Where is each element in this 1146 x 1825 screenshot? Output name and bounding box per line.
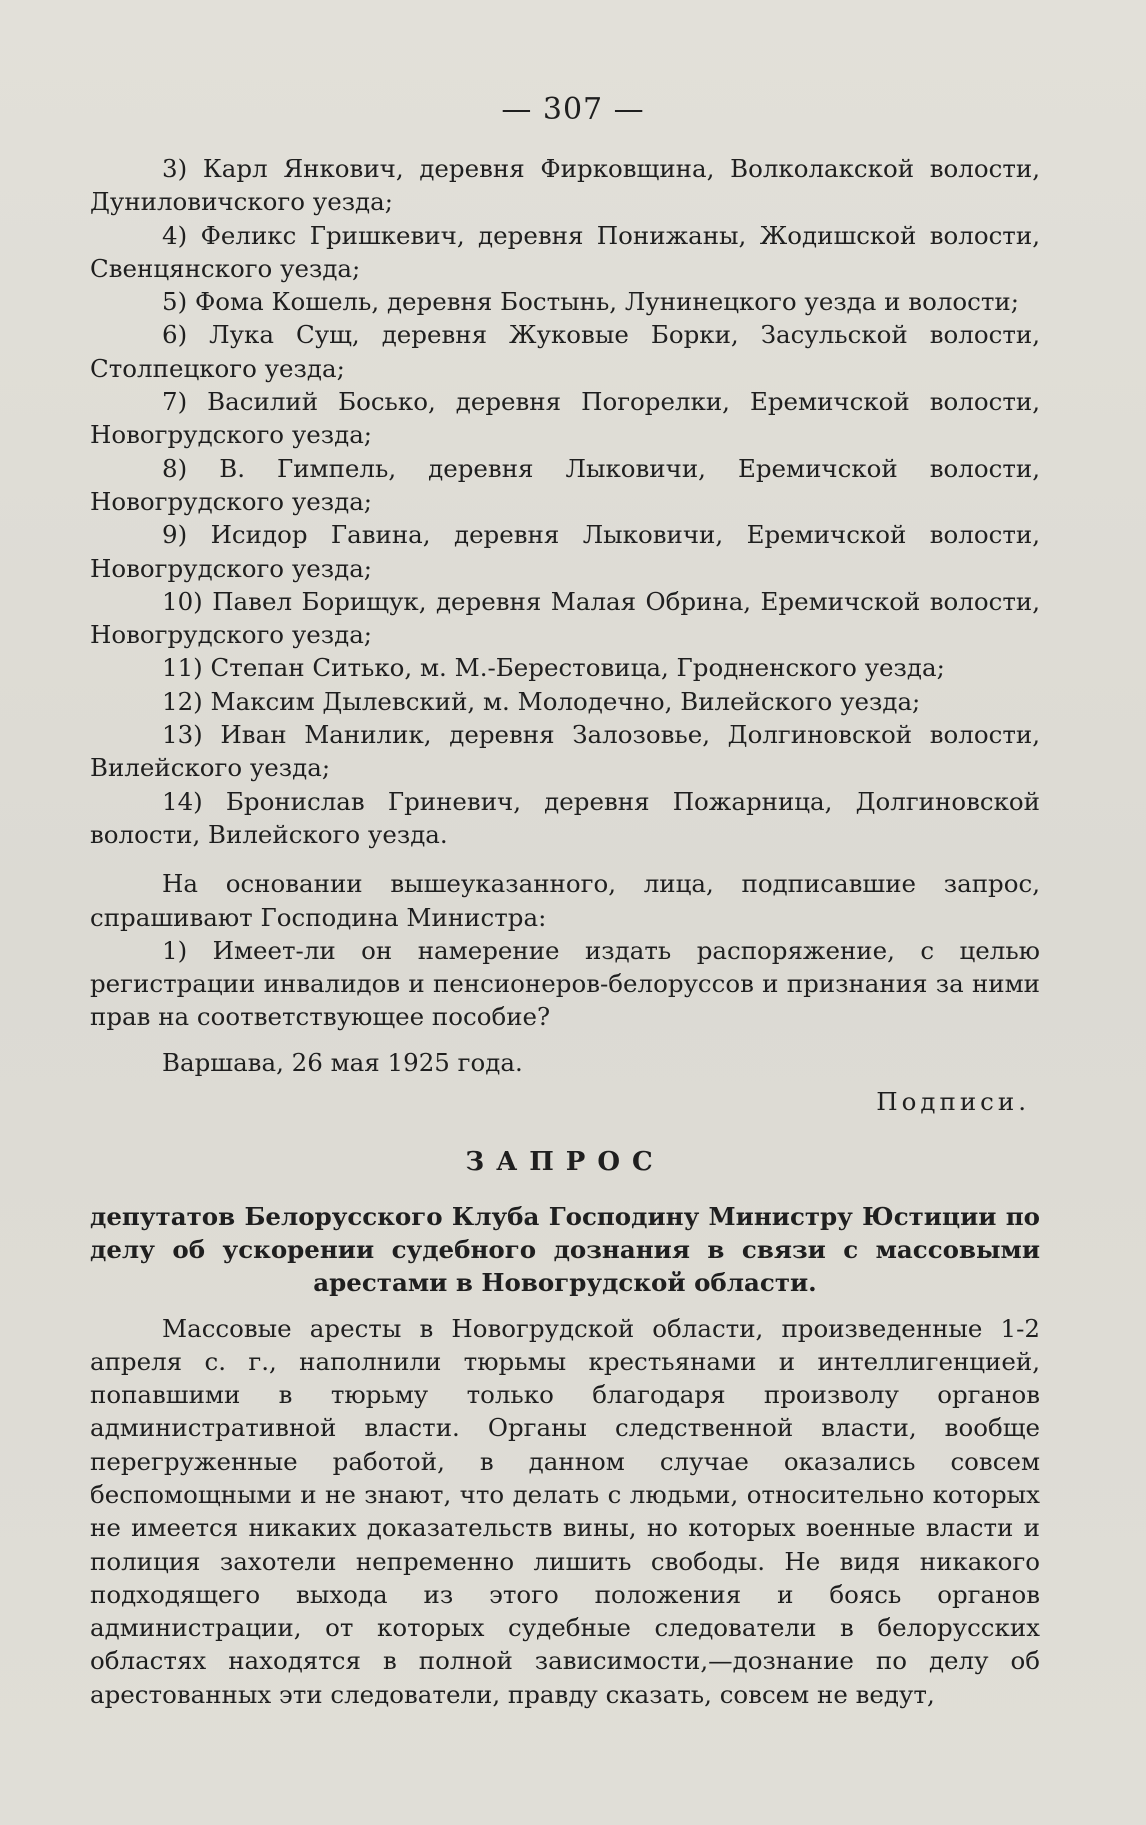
signatures-label: Подписи. xyxy=(876,1087,1030,1117)
list-item: 4) Феликс Гришкевич, деревня Понижаны, Жодишской волости, Свенцянского уезда; xyxy=(90,220,1040,283)
page-number: — 307 — xyxy=(501,92,645,127)
page-content xyxy=(90,152,1040,1711)
list-item: 11) Степан Ситько, м. М.-Берестовица, Гродненского уезда; xyxy=(162,653,945,683)
section-subheading: депутатов Белорусского Клуба Господину Министру Юстиции по делу об ускорении судебного дознания в связи с массовыми арестами в Новогрудской области. xyxy=(90,1201,1040,1298)
body-paragraph: Массовые аресты в Новогрудской области, произведенные 1-2 апреля с. г., наполнили тюрьмы крестьянами и интеллигенцией, попавшими в тюрьму только благодаря произволу органов административной власти. Органы следственной власти, вообще перегруженные работой, в данном случае оказались совсем беспомощными и не знают, что делать с людьми, относительно которых не имеется никаких доказательств вины, но которых военные власти и полиция захотели непременно лишить свободы. Не видя никакого подходящего выхода из этого положения и боясь органов администрации, от которых судебные следователи в белорусских областях находятся в полной зависимости,—дознание по делу об арестованных эти следователи, правду сказать, совсем не ведут, xyxy=(90,1313,1040,1709)
list-item: 8) В. Гимпель, деревня Лыковичи, Еремичской волости, Новогрудского уезда; xyxy=(90,453,1040,516)
arrested-list xyxy=(90,152,1040,851)
list-item: 9) Исидор Гавина, деревня Лыковичи, Еремичской волости, Новогрудского уезда; xyxy=(90,520,1040,583)
list-item: 13) Иван Манилик, деревня Залозовье, Долгиновской волости, Вилейского уезда; xyxy=(90,720,1040,783)
section-heading: ЗАПРОС xyxy=(465,1147,665,1178)
list-item: 5) Фома Кошель, деревня Бостынь, Лунинецкого уезда и волости; xyxy=(162,287,1019,317)
list-item: 7) Василий Босько, деревня Погорелки, Еремичской волости, Новогрудского уезда; xyxy=(90,387,1040,450)
list-item: 14) Бронислав Гриневич, деревня Пожарница, Долгиновской волости, Вилейского уезда. xyxy=(90,786,1040,849)
list-item: 6) Лука Сущ, деревня Жуковые Борки, Засульской волости, Столпецкого уезда; xyxy=(90,320,1040,383)
basis-paragraph: На основании вышеуказанного, лица, подписавшие запрос, спрашивают Господина Министра: xyxy=(90,869,1040,932)
document-date: Варшава, 26 мая 1925 года. xyxy=(162,1047,523,1077)
question-paragraph: 1) Имеет-ли он намерение издать распоряжение, с целью регистрации инвалидов и пенсионеров-белоруссов и признания за ними прав на соответствующее пособие? xyxy=(90,935,1040,1032)
list-item: 3) Карл Янкович, деревня Фирковщина, Волколакской волости, Дуниловичского уезда; xyxy=(90,154,1040,217)
list-item: 10) Павел Борищук, деревня Малая Обрина, Еремичской волости, Новогрудского уезда; xyxy=(90,586,1040,650)
list-item: 12) Максим Дылевский, м. Молодечно, Вилейского уезда; xyxy=(162,686,921,716)
